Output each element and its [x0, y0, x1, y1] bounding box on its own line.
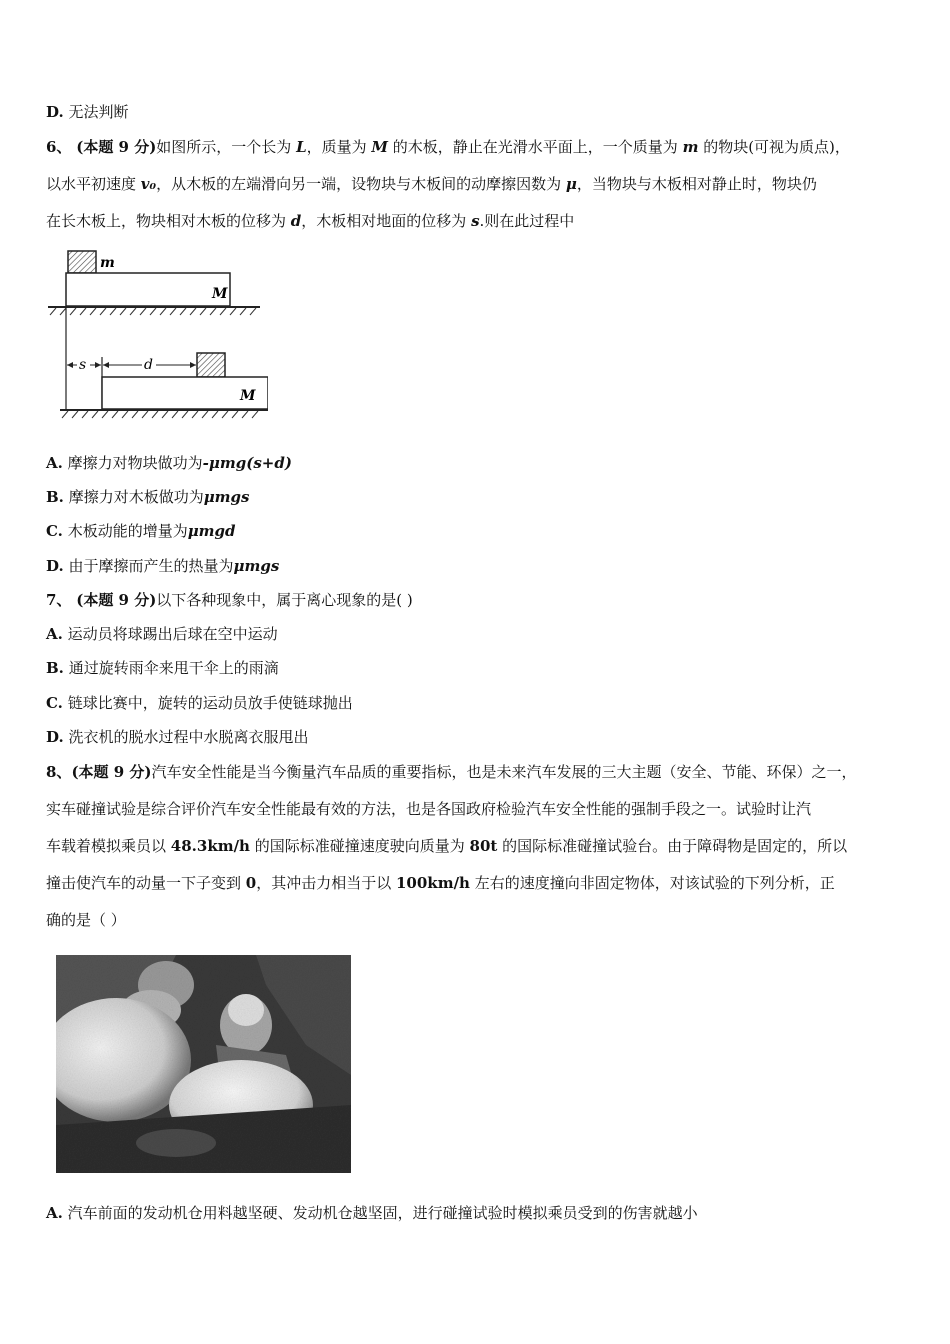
label-s: s: [79, 357, 87, 373]
option-text: 摩擦力对木板做功为: [68, 488, 204, 506]
option-letter: A.: [46, 454, 63, 472]
q7-option-d: [46, 727, 309, 747]
symbol-M: M: [371, 138, 389, 156]
option-text: 汽车前面的发动机仓用料越坚硬、发动机仓越坚固，进行碰撞试验时模拟乘员受到的伤害就越小: [67, 1204, 698, 1222]
q8-stem-line5: [46, 910, 126, 930]
q5-option-d: [46, 102, 129, 122]
option-text: 通过旋转雨伞来甩干伞上的雨滴: [68, 659, 279, 677]
option-text: 无法判断: [68, 103, 129, 121]
q6-option-a: [46, 453, 292, 473]
q8-stem-line2: [46, 799, 811, 819]
option-text: 运动员将球踢出后球在空中运动: [67, 625, 278, 643]
option-letter: D.: [46, 557, 64, 575]
stem-text: 的木板，静止在光滑水平面上，一个质量为: [388, 138, 683, 156]
label-m: m: [100, 255, 115, 271]
question-number: 8、: [46, 763, 72, 781]
option-letter: C.: [46, 522, 63, 540]
symbol-s: s: [471, 212, 480, 230]
option-letter: C.: [46, 694, 63, 712]
stem-text: 的国际标准碰撞速度驶向质量为: [249, 837, 470, 855]
symbol-m: m: [682, 138, 699, 156]
photo-scene: [56, 955, 351, 1173]
value-speed-2: 100km/h: [396, 874, 470, 892]
arrowhead: [95, 362, 101, 368]
option-formula: -μmg(s+d): [202, 454, 292, 472]
crash-test-photo: [56, 955, 351, 1173]
label-M-top: M: [212, 286, 228, 302]
label-d: d: [144, 357, 153, 373]
q6-stem-line2: [46, 174, 817, 194]
board-M-top: [66, 273, 230, 306]
option-letter: B.: [46, 488, 64, 506]
q7-option-a: [46, 624, 278, 644]
symbol-L: L: [296, 138, 307, 156]
stem-text: ，当物块与木板相对静止时，物块仍: [576, 175, 817, 193]
stem-text: 撞击使汽车的动量一下子变到: [46, 874, 246, 892]
stem-text: 车载着模拟乘员以: [46, 837, 171, 855]
option-formula: μmgs: [203, 488, 250, 506]
q6-stem-line3: [46, 211, 574, 231]
option-text: 链球比赛中，旋转的运动员放手使链球抛出: [67, 694, 353, 712]
question-score-tag: (本题 9 分): [76, 138, 157, 156]
option-text: 洗衣机的脱水过程中水脱离衣服甩出: [68, 728, 309, 746]
symbol-mu: μ: [565, 175, 577, 193]
q7-stem: [46, 590, 413, 610]
question-score-tag: (本题 9 分): [71, 763, 152, 781]
q6-stem-line1: [46, 137, 850, 157]
option-formula: μmgd: [187, 522, 236, 540]
question-number: 6、: [46, 138, 72, 156]
stem-text: ，木板相对地面的位移为: [301, 212, 472, 230]
q8-option-a: [46, 1203, 698, 1223]
stem-text: 的物块(可视为质点)，: [698, 138, 850, 156]
ground-hatch-bottom: [62, 411, 258, 418]
option-text: 摩擦力对物块做功为: [67, 454, 203, 472]
option-letter: D.: [46, 728, 64, 746]
stem-text: ，其冲击力相当于以: [256, 874, 396, 892]
stem-text: 实车碰撞试验是综合评价汽车安全性能最有效的方法，也是各国政府检验汽车安全性能的强制手段之一。试验时让汽: [46, 800, 812, 818]
stem-text: 如图所示，一个长为: [156, 138, 297, 156]
arrowhead: [103, 362, 109, 368]
option-letter: A.: [46, 1204, 63, 1222]
value-mass: 80t: [469, 837, 498, 855]
option-letter: B.: [46, 659, 64, 677]
stem-text: 以下各种现象中，属于离心现象的是( ): [156, 591, 413, 609]
ground-hatch-top: [50, 308, 256, 315]
q8-stem-line4: [46, 873, 835, 893]
q6-option-d: [46, 556, 279, 576]
stem-text: 汽车安全性能是当今衡量汽车品质的重要指标，也是未来汽车发展的三大主题（安全、节能、环保）之一，: [151, 763, 857, 781]
value-zero: 0: [245, 874, 257, 892]
block-m-top: [68, 251, 96, 273]
question-score-tag: (本题 9 分): [76, 591, 157, 609]
q7-option-b: [46, 658, 279, 678]
stem-text: 的国际标准碰撞试验台。由于障碍物是固定的，所以: [497, 837, 848, 855]
stem-text: .则在此过程中: [479, 212, 575, 230]
option-letter: A.: [46, 625, 63, 643]
q8-stem-line3: [46, 836, 847, 856]
block-board-diagram: [44, 245, 268, 430]
symbol-v0: v₀: [140, 175, 157, 193]
arrowhead: [190, 362, 196, 368]
stem-text: ，质量为: [306, 138, 372, 156]
q6-option-c: [46, 521, 236, 541]
stem-text: 在长木板上，物块相对木板的位移为: [46, 212, 291, 230]
value-speed-1: 48.3km/h: [170, 837, 250, 855]
option-text: 木板动能的增量为: [67, 522, 188, 540]
stem-text: ，从木板的左端滑向另一端，设物块与木板间的动摩擦因数为: [156, 175, 566, 193]
stem-text: 确的是（ ）: [46, 911, 126, 929]
option-letter: D.: [46, 103, 64, 121]
stem-text: 左右的速度撞向非固定物体，对该试验的下列分析，正: [469, 874, 835, 892]
option-formula: μmgs: [233, 557, 280, 575]
block-m-bottom: [197, 353, 225, 377]
label-M-bottom: M: [240, 388, 256, 404]
question-number: 7、: [46, 591, 72, 609]
option-text: 由于摩擦而产生的热量为: [68, 557, 234, 575]
q6-option-b: [46, 487, 250, 507]
stem-text: 以水平初速度: [46, 175, 141, 193]
q8-stem-line1: [46, 762, 857, 782]
symbol-d: d: [290, 212, 302, 230]
q7-option-c: [46, 693, 353, 713]
arrowhead: [67, 362, 73, 368]
